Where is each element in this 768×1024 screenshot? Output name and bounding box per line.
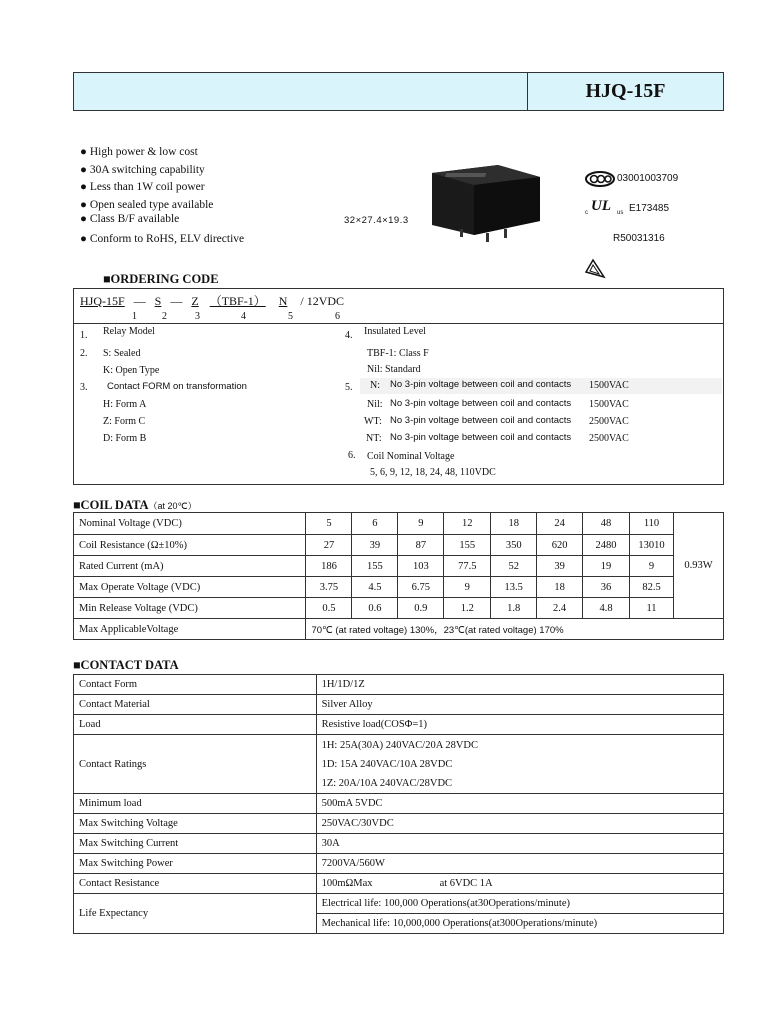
header-bar — [73, 72, 724, 111]
option-desc: No 3-pin voltage between coil and contacts — [390, 398, 572, 409]
code-voltage: / 12VDC — [300, 294, 345, 308]
code-index: 5 — [288, 311, 293, 322]
max-applicable-value: 70℃ (at rated voltage) 130%，23℃(at rated voltage) 170% — [306, 619, 724, 640]
table-row — [74, 577, 724, 598]
rating-line: 1D: 15A 240VAC/10A 28VDC — [321, 758, 453, 770]
code-insulation: （TBF-1） — [209, 294, 266, 308]
row-label: Max Operate Voltage (VDC) — [74, 577, 306, 598]
cell: 87 — [398, 535, 444, 556]
option-code: Nil: — [367, 399, 383, 410]
item-number: 6. — [348, 450, 356, 461]
cell: 9 — [398, 513, 444, 535]
table-row — [74, 598, 724, 619]
row-label: Max Switching Power — [74, 854, 317, 874]
option-code: WT: — [364, 416, 382, 427]
cell: 110 — [630, 513, 674, 535]
open-type-option: K: Open Type — [103, 365, 160, 376]
rating-line: 1H: 25A(30A) 240VAC/20A 28VDC — [321, 739, 479, 751]
cell: 4.8 — [583, 598, 630, 619]
relay-photo — [430, 163, 544, 243]
feature-list — [80, 144, 244, 248]
row-label: Load — [74, 715, 317, 735]
ordering-code-title: ■ORDERING CODE — [103, 272, 219, 286]
cell: Mechanical life: 10,000,000 Operations(at300Operations/minute) — [316, 914, 723, 934]
form-c-option: Z: Form C — [103, 416, 146, 427]
feature-item: ● Open sealed type available — [80, 198, 214, 211]
ul-us-label: us — [617, 210, 624, 216]
cell: 36 — [583, 577, 630, 598]
cell: 18 — [537, 577, 583, 598]
item-number: 1. — [80, 330, 88, 341]
cell: 3.75 — [306, 577, 352, 598]
coil-data-table — [73, 512, 724, 640]
row-label: Max Switching Voltage — [74, 814, 317, 834]
cell: 1.2 — [444, 598, 491, 619]
cell: 155 — [352, 556, 398, 577]
coil-power-cell: 0.93W — [673, 513, 723, 619]
cell: 13010 — [630, 535, 674, 556]
standard-option: Nil: Standard — [367, 364, 421, 375]
table-row — [74, 535, 724, 556]
form-b-option: D: Form B — [103, 433, 147, 444]
cell: 0.6 — [352, 598, 398, 619]
feature-item: ● 30A switching capability — [80, 163, 205, 176]
feature-item: ● Class B/F available — [80, 213, 180, 225]
cell: 77.5 — [444, 556, 491, 577]
coil-voltage-list: 5, 6, 9, 12, 18, 24, 48, 110VDC — [370, 467, 496, 478]
table-row — [74, 854, 724, 874]
cell: 6 — [352, 513, 398, 535]
option-voltage: 1500VAC — [589, 399, 629, 410]
form-a-option: H: Form A — [103, 399, 147, 410]
row-label: Contact Form — [74, 675, 317, 695]
contact-form-label: Contact FORM on transformation — [107, 381, 247, 392]
ul-logo-icon — [590, 196, 614, 214]
code-option: N — [278, 294, 288, 308]
resistance-value: 100mΩMax — [321, 878, 373, 889]
cell: 6.75 — [398, 577, 444, 598]
coil-nominal-label: Coil Nominal Voltage — [367, 451, 455, 462]
table-row — [74, 735, 724, 794]
code-index: 6 — [335, 311, 340, 322]
cell: 11 — [630, 598, 674, 619]
table-row — [74, 814, 724, 834]
contact-data-table — [73, 674, 724, 934]
feature-item: ● High power & low cost — [80, 146, 198, 158]
row-label: Contact Resistance — [74, 874, 317, 894]
item-number: 2. — [80, 348, 88, 359]
cell: 1H/1D/1Z — [316, 675, 723, 695]
cell: 19 — [583, 556, 630, 577]
table-row — [74, 794, 724, 814]
cell: 2.4 — [537, 598, 583, 619]
cell: 4.5 — [352, 577, 398, 598]
option-voltage: 2500VAC — [589, 433, 629, 444]
row-label: Min Release Voltage (VDC) — [74, 598, 306, 619]
feature-item: ● Conform to RoHS, ELV directive — [80, 232, 245, 245]
cell: 39 — [537, 556, 583, 577]
ul-c-label: c — [585, 210, 588, 216]
contact-data-title: ■CONTACT DATA — [73, 658, 179, 672]
option-desc: No 3-pin voltage between coil and contacts — [390, 415, 572, 426]
cell: Silver Alloy — [316, 695, 723, 715]
page-title: HJQ-15F — [585, 80, 666, 102]
cell: 620 — [537, 535, 583, 556]
code-index: 3 — [195, 311, 200, 322]
cell: 186 — [306, 556, 352, 577]
item-number: 5. — [345, 382, 353, 393]
ordering-code-line — [80, 292, 344, 309]
table-row — [74, 695, 724, 715]
table-row — [74, 619, 724, 640]
cell: 350 — [491, 535, 537, 556]
code-dash: — — [133, 294, 146, 308]
cell: 0.5 — [306, 598, 352, 619]
row-label: Max Switching Current — [74, 834, 317, 854]
table-row — [74, 556, 724, 577]
cell: 30A — [316, 834, 723, 854]
table-row — [74, 894, 724, 914]
table-row — [74, 675, 724, 695]
cell: 9 — [630, 556, 674, 577]
cell: 103 — [398, 556, 444, 577]
sealed-option: S: Sealed — [103, 348, 141, 359]
code-index: 1 — [132, 311, 137, 322]
cell: 1.8 — [491, 598, 537, 619]
ordering-code-divider — [73, 323, 724, 324]
cell: 82.5 — [630, 577, 674, 598]
row-label: Minimum load — [74, 794, 317, 814]
table-row — [74, 513, 724, 535]
option-code: N: — [370, 380, 380, 391]
row-label: Max ApplicableVoltage — [74, 619, 306, 640]
row-label: Nominal Voltage (VDC) — [74, 513, 306, 535]
cqc-logo-icon — [585, 171, 615, 187]
table-row — [74, 874, 724, 894]
relay-model-label: Relay Model — [103, 326, 155, 337]
row-label: Contact Material — [74, 695, 317, 715]
rating-line: 1Z: 20A/10A 240VAC/28VDC — [321, 777, 453, 789]
code-seal: S — [154, 294, 162, 308]
item-number: 4. — [345, 330, 353, 341]
cell: 0.9 — [398, 598, 444, 619]
resistance-condition: at 6VDC 1A — [439, 878, 493, 889]
cell: 18 — [491, 513, 537, 535]
cell: 27 — [306, 535, 352, 556]
cell: 24 — [537, 513, 583, 535]
code-index: 4 — [241, 311, 246, 322]
dimensions-label: 32×27.4×19.3 — [344, 215, 409, 226]
ul-number: E173485 — [629, 203, 670, 214]
insulated-level-label: Insulated Level — [364, 326, 426, 337]
cell: 52 — [491, 556, 537, 577]
cell: 155 — [444, 535, 491, 556]
option-voltage: 2500VAC — [589, 416, 629, 427]
cell: 7200VA/560W — [316, 854, 723, 874]
cell: 9 — [444, 577, 491, 598]
cqc-number: 03001003709 — [617, 173, 679, 184]
cell: 2480 — [583, 535, 630, 556]
cell: 250VAC/30VDC — [316, 814, 723, 834]
code-index: 2 — [162, 311, 167, 322]
cell: Resistive load(COSΦ=1) — [316, 715, 723, 735]
ratings-cell — [316, 735, 723, 794]
resistance-cell — [316, 874, 723, 894]
feature-item: ● Less than 1W coil power — [80, 181, 205, 193]
option-voltage: 1500VAC — [589, 380, 629, 391]
row-label: Contact Ratings — [74, 735, 317, 794]
svg-text:UL: UL — [591, 198, 611, 214]
cell: Electrical life: 100,000 Operations(at30Operations/minute) — [316, 894, 723, 914]
item-number: 3. — [80, 382, 88, 393]
table-row — [74, 715, 724, 735]
option-desc: No 3-pin voltage between coil and contacts — [390, 379, 572, 390]
tuv-number: R50031316 — [613, 233, 665, 244]
tuv-triangle-icon — [584, 258, 606, 280]
row-label: Life Expectancy — [74, 894, 317, 934]
code-dash: — — [170, 294, 183, 308]
code-form: Z — [191, 294, 199, 308]
row-label: Rated Current (mA) — [74, 556, 306, 577]
cell: 13.5 — [491, 577, 537, 598]
code-model: HJQ-15F — [80, 294, 125, 308]
table-row — [74, 834, 724, 854]
option-code: NT: — [366, 433, 382, 444]
row-label: Coil Resistance (Ω±10%) — [74, 535, 306, 556]
class-f-option: TBF-1: Class F — [367, 348, 429, 359]
cell: 12 — [444, 513, 491, 535]
cell: 39 — [352, 535, 398, 556]
cell: 48 — [583, 513, 630, 535]
option-desc: No 3-pin voltage between coil and contacts — [390, 432, 572, 443]
cell: 500mA 5VDC — [316, 794, 723, 814]
cell: 5 — [306, 513, 352, 535]
coil-data-title: ■COIL DATA（at 20℃） — [73, 498, 197, 512]
